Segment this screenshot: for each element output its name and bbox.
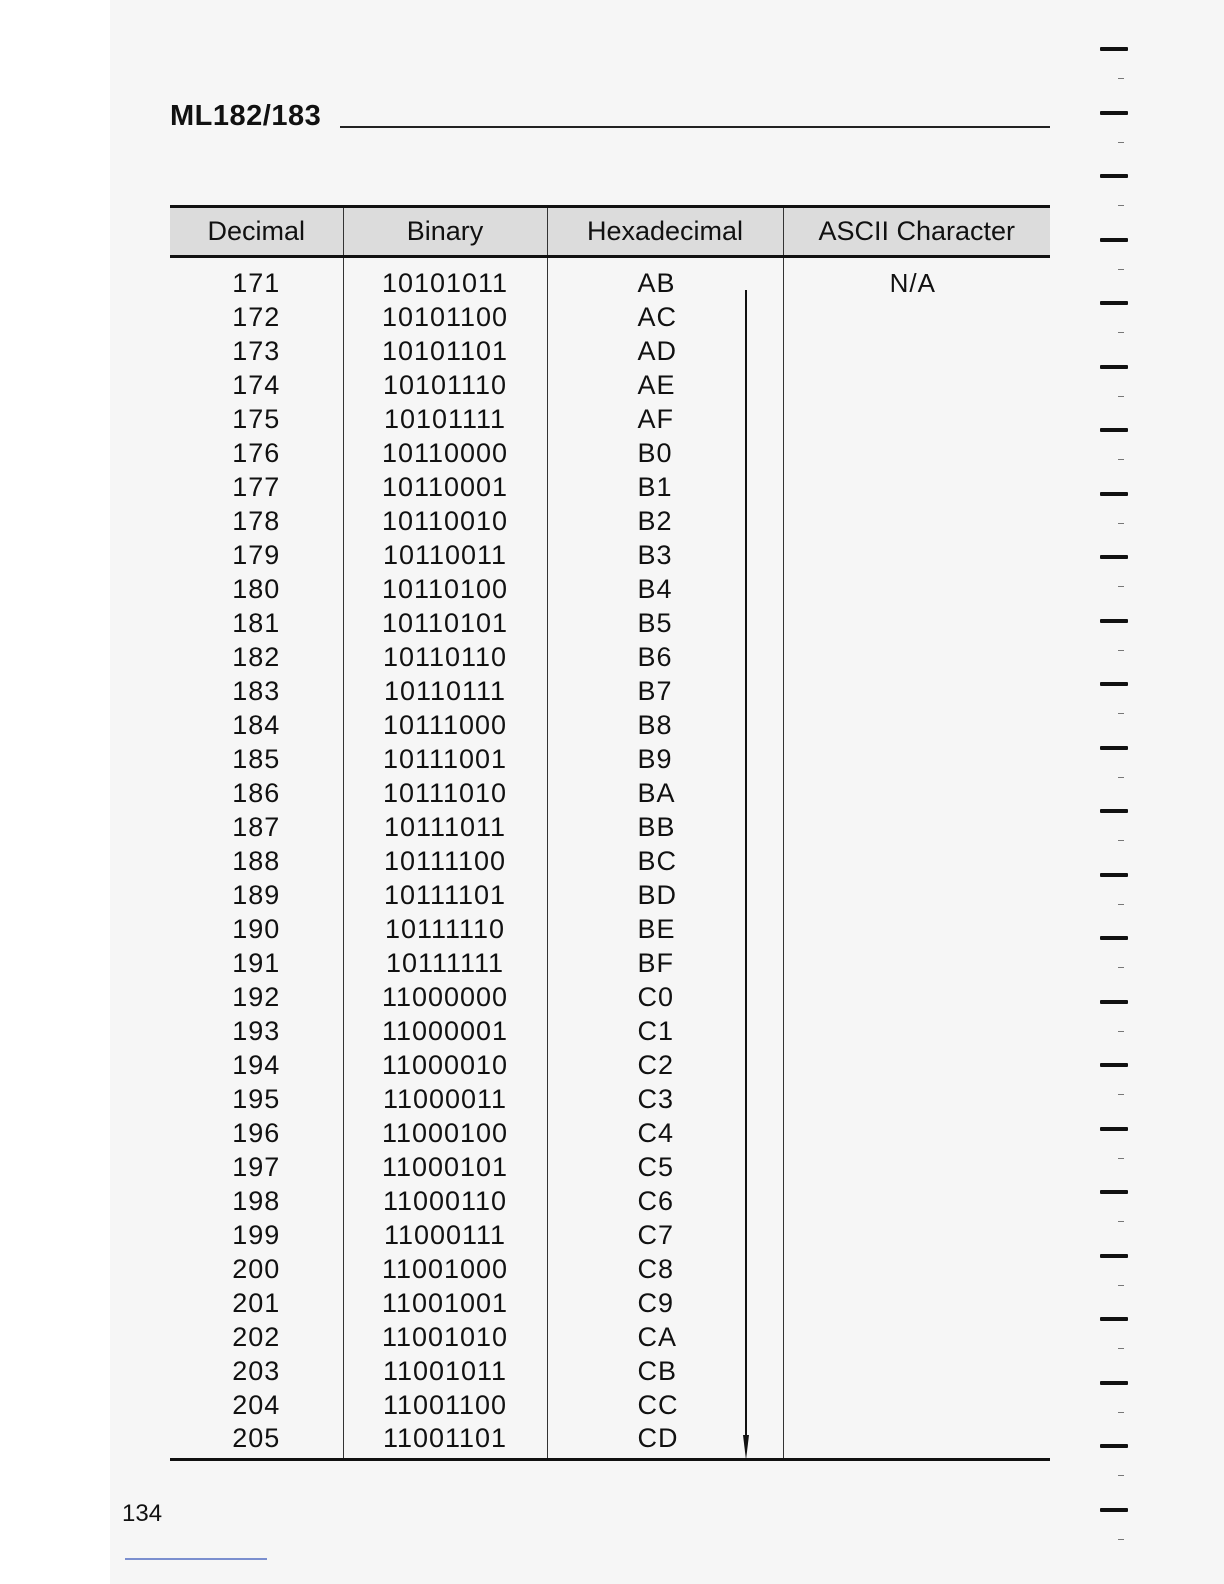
edge-dot	[1118, 650, 1124, 651]
ascii-cell	[783, 334, 1050, 368]
hex-cell: B0	[547, 436, 783, 470]
hex-cell: CB	[547, 1354, 783, 1388]
table-row	[170, 776, 1050, 810]
binary-cell: 11000110	[343, 1184, 547, 1218]
edge-dot	[1118, 142, 1124, 143]
decimal-cell: 200	[232, 1253, 281, 1284]
ascii-cell	[783, 1116, 1050, 1150]
ascii-cell	[783, 878, 1050, 912]
binary-cell: 10110001	[343, 470, 547, 504]
table-row	[170, 1252, 1050, 1286]
hex-cell: AC	[547, 300, 783, 334]
edge-mark	[1100, 47, 1128, 51]
decimal-cell: 190	[232, 913, 281, 944]
edge-mark	[1100, 1381, 1128, 1385]
ascii-cell	[783, 1184, 1050, 1218]
table-row	[170, 878, 1050, 912]
ascii-cell	[783, 1150, 1050, 1184]
ascii-cell	[783, 1388, 1050, 1422]
hex-cell: B4	[547, 572, 783, 606]
table-row	[170, 1286, 1050, 1320]
table-row	[170, 572, 1050, 606]
ascii-cell	[783, 1422, 1050, 1460]
decimal-cell: 183	[232, 675, 281, 706]
binary-cell: 11001010	[343, 1320, 547, 1354]
hex-cell: CA	[547, 1320, 783, 1354]
edge-mark	[1100, 809, 1128, 813]
ascii-cell	[783, 300, 1050, 334]
table-row	[170, 1422, 1050, 1460]
edge-mark	[1100, 936, 1128, 940]
ascii-cell	[783, 606, 1050, 640]
hex-cell: AD	[547, 334, 783, 368]
hex-cell: BF	[547, 946, 783, 980]
table-row	[170, 1048, 1050, 1082]
table-row	[170, 504, 1050, 538]
hex-cell: C9	[547, 1286, 783, 1320]
edge-mark	[1100, 301, 1128, 305]
table-row	[170, 1184, 1050, 1218]
table-row	[170, 640, 1050, 674]
edge-mark	[1100, 111, 1128, 115]
edge-dot	[1118, 78, 1124, 79]
decimal-cell: 175	[232, 403, 281, 434]
decimal-cell: 172	[232, 301, 281, 332]
edge-dot	[1118, 1221, 1124, 1222]
ascii-cell	[783, 538, 1050, 572]
table-row	[170, 402, 1050, 436]
binary-cell: 10101011	[343, 257, 547, 301]
ascii-cell	[783, 980, 1050, 1014]
column-header-decimal: Decimal	[207, 216, 306, 246]
hex-cell: C4	[547, 1116, 783, 1150]
ascii-cell	[783, 1014, 1050, 1048]
binary-cell: 10111001	[343, 742, 547, 776]
table-row	[170, 674, 1050, 708]
table-row	[170, 946, 1050, 980]
page-edge-marks	[1096, 0, 1136, 1584]
hex-cell: B2	[547, 504, 783, 538]
table-row	[170, 1014, 1050, 1048]
edge-dot	[1118, 396, 1124, 397]
binary-cell: 10110010	[343, 504, 547, 538]
edge-dot	[1118, 1412, 1124, 1413]
ascii-cell	[783, 1354, 1050, 1388]
decimal-cell: 204	[232, 1389, 281, 1420]
edge-mark	[1100, 1444, 1128, 1448]
binary-cell: 11001001	[343, 1286, 547, 1320]
binary-cell: 11000010	[343, 1048, 547, 1082]
hex-cell: B8	[547, 708, 783, 742]
table-header-row	[170, 207, 1050, 257]
decimal-cell: 198	[232, 1185, 281, 1216]
decimal-cell: 194	[232, 1049, 281, 1080]
hex-cell: C0	[547, 980, 783, 1014]
binary-cell: 10111110	[343, 912, 547, 946]
edge-mark	[1100, 1508, 1128, 1512]
decimal-cell: 187	[232, 811, 281, 842]
ascii-cell	[783, 436, 1050, 470]
column-header-ascii: ASCII Character	[783, 207, 1050, 257]
hex-cell: CD	[547, 1422, 783, 1460]
ascii-cell	[783, 946, 1050, 980]
ascii-cell	[783, 1048, 1050, 1082]
ascii-cell	[783, 708, 1050, 742]
binary-cell: 10101110	[343, 368, 547, 402]
binary-cell: 10111100	[343, 844, 547, 878]
edge-mark	[1100, 1190, 1128, 1194]
edge-mark	[1100, 1317, 1128, 1321]
binary-cell: 11000111	[343, 1218, 547, 1252]
hex-cell: CC	[547, 1388, 783, 1422]
binary-cell: 10101100	[343, 300, 547, 334]
page-margin	[0, 0, 110, 1584]
hex-cell: C2	[547, 1048, 783, 1082]
decimal-cell: 196	[232, 1117, 281, 1148]
hex-cell: BA	[547, 776, 783, 810]
table-row	[170, 1354, 1050, 1388]
hex-cell: BD	[547, 878, 783, 912]
binary-cell: 10111111	[343, 946, 547, 980]
table-row	[170, 300, 1050, 334]
code-conversion-table	[170, 205, 1050, 1461]
edge-mark	[1100, 365, 1128, 369]
table-row	[170, 1116, 1050, 1150]
edge-dot	[1118, 459, 1124, 460]
hex-cell: C3	[547, 1082, 783, 1116]
decimal-cell: 191	[232, 947, 281, 978]
hex-cell: C5	[547, 1150, 783, 1184]
edge-dot	[1118, 523, 1124, 524]
edge-dot	[1118, 1475, 1124, 1476]
ascii-cell	[783, 470, 1050, 504]
ascii-cell	[783, 1082, 1050, 1116]
decimal-cell: 201	[232, 1287, 281, 1318]
edge-mark	[1100, 428, 1128, 432]
edge-mark	[1100, 1127, 1128, 1131]
edge-dot	[1118, 1348, 1124, 1349]
binary-cell: 10111101	[343, 878, 547, 912]
binary-cell: 10110111	[343, 674, 547, 708]
ascii-na-label: N/A	[889, 268, 936, 298]
hex-cell: B9	[547, 742, 783, 776]
ascii-cell	[783, 674, 1050, 708]
edge-dot	[1118, 840, 1124, 841]
edge-dot	[1118, 1285, 1124, 1286]
binary-cell: 11000011	[343, 1082, 547, 1116]
hex-cell: C8	[547, 1252, 783, 1286]
edge-dot	[1118, 1094, 1124, 1095]
edge-mark	[1100, 1254, 1128, 1258]
binary-cell: 10101111	[343, 402, 547, 436]
decimal-cell: 180	[232, 573, 281, 604]
edge-dot	[1118, 777, 1124, 778]
binary-cell: 10101101	[343, 334, 547, 368]
hex-cell: AE	[547, 368, 783, 402]
ascii-cell	[783, 912, 1050, 946]
ascii-cell	[783, 572, 1050, 606]
table-row	[170, 708, 1050, 742]
table-row	[170, 334, 1050, 368]
table-body	[170, 257, 1050, 1460]
decimal-cell: 193	[232, 1015, 281, 1046]
ascii-cell	[783, 402, 1050, 436]
binary-cell: 10110000	[343, 436, 547, 470]
ascii-range-arrow	[743, 290, 749, 1460]
hex-cell: B1	[547, 470, 783, 504]
edge-dot	[1118, 967, 1124, 968]
title-rule	[340, 126, 1050, 128]
decimal-cell: 173	[232, 335, 281, 366]
hex-cell: BB	[547, 810, 783, 844]
decimal-cell: 179	[232, 539, 281, 570]
hex-cell: BC	[547, 844, 783, 878]
table-row	[170, 810, 1050, 844]
edge-mark	[1100, 492, 1128, 496]
hex-cell: B5	[547, 606, 783, 640]
table-row	[170, 538, 1050, 572]
table-row	[170, 912, 1050, 946]
edge-mark	[1100, 873, 1128, 877]
table-row	[170, 470, 1050, 504]
edge-dot	[1118, 1539, 1124, 1540]
edge-mark	[1100, 174, 1128, 178]
decimal-cell: 205	[232, 1423, 281, 1453]
binary-cell: 11000100	[343, 1116, 547, 1150]
ascii-cell	[783, 1252, 1050, 1286]
decimal-cell: 184	[232, 709, 281, 740]
decimal-cell: 185	[232, 743, 281, 774]
decimal-cell: 195	[232, 1083, 281, 1114]
footer-rule	[125, 1558, 267, 1560]
table-row	[170, 1388, 1050, 1422]
decimal-cell: 171	[232, 268, 281, 298]
edge-mark	[1100, 555, 1128, 559]
hex-cell: B6	[547, 640, 783, 674]
binary-cell: 10110011	[343, 538, 547, 572]
table-row	[170, 1082, 1050, 1116]
decimal-cell: 178	[232, 505, 281, 536]
binary-cell: 10111011	[343, 810, 547, 844]
edge-dot	[1118, 713, 1124, 714]
ascii-cell	[783, 640, 1050, 674]
edge-dot	[1118, 205, 1124, 206]
edge-dot	[1118, 269, 1124, 270]
edge-mark	[1100, 1063, 1128, 1067]
binary-cell: 11000101	[343, 1150, 547, 1184]
binary-cell: 10110100	[343, 572, 547, 606]
edge-dot	[1118, 586, 1124, 587]
decimal-cell: 182	[232, 641, 281, 672]
binary-cell: 10111000	[343, 708, 547, 742]
page-title: ML182/183	[170, 100, 322, 132]
binary-cell: 11001000	[343, 1252, 547, 1286]
binary-cell: 11001101	[343, 1422, 547, 1460]
hex-cell: C7	[547, 1218, 783, 1252]
binary-cell: 10111010	[343, 776, 547, 810]
ascii-cell	[783, 844, 1050, 878]
ascii-cell	[783, 257, 1050, 301]
hex-cell: AB	[547, 257, 783, 301]
binary-cell: 10110110	[343, 640, 547, 674]
table-row	[170, 606, 1050, 640]
column-header-hexadecimal: Hexadecimal	[547, 207, 783, 257]
decimal-cell: 202	[232, 1321, 281, 1352]
binary-cell: 11001011	[343, 1354, 547, 1388]
binary-cell: 10110101	[343, 606, 547, 640]
hex-cell: BE	[547, 912, 783, 946]
table-row	[170, 1218, 1050, 1252]
page-header	[170, 100, 1050, 140]
binary-cell: 11000001	[343, 1014, 547, 1048]
ascii-cell	[783, 368, 1050, 402]
decimal-cell: 197	[232, 1151, 281, 1182]
edge-mark	[1100, 238, 1128, 242]
binary-cell: 11000000	[343, 980, 547, 1014]
edge-mark	[1100, 682, 1128, 686]
edge-mark	[1100, 1000, 1128, 1004]
ascii-cell	[783, 742, 1050, 776]
edge-dot	[1118, 1158, 1124, 1159]
hex-cell: AF	[547, 402, 783, 436]
decimal-cell: 192	[232, 981, 281, 1012]
decimal-cell: 188	[232, 845, 281, 876]
decimal-cell: 174	[232, 369, 281, 400]
table-row	[170, 368, 1050, 402]
edge-dot	[1118, 904, 1124, 905]
ascii-cell	[783, 1286, 1050, 1320]
binary-cell: 11001100	[343, 1388, 547, 1422]
ascii-cell	[783, 1320, 1050, 1354]
decimal-cell: 176	[232, 437, 281, 468]
ascii-cell	[783, 504, 1050, 538]
hex-cell: C6	[547, 1184, 783, 1218]
table-row	[170, 742, 1050, 776]
ascii-cell	[783, 1218, 1050, 1252]
edge-mark	[1100, 746, 1128, 750]
hex-cell: B7	[547, 674, 783, 708]
column-header-binary: Binary	[343, 207, 547, 257]
decimal-cell: 189	[232, 879, 281, 910]
hex-cell: C1	[547, 1014, 783, 1048]
ascii-cell	[783, 810, 1050, 844]
table-row	[170, 980, 1050, 1014]
table-row	[170, 257, 1050, 301]
table-row	[170, 1150, 1050, 1184]
hex-cell: B3	[547, 538, 783, 572]
table-row	[170, 1320, 1050, 1354]
decimal-cell: 181	[232, 607, 281, 638]
decimal-cell: 186	[232, 777, 281, 808]
decimal-cell: 199	[232, 1219, 281, 1250]
decimal-cell: 177	[232, 471, 281, 502]
ascii-cell	[783, 776, 1050, 810]
table-row	[170, 844, 1050, 878]
decimal-cell: 203	[232, 1355, 281, 1386]
table-row	[170, 436, 1050, 470]
edge-dot	[1118, 1031, 1124, 1032]
edge-dot	[1118, 332, 1124, 333]
page-number: 134	[122, 1500, 163, 1527]
edge-mark	[1100, 619, 1128, 623]
